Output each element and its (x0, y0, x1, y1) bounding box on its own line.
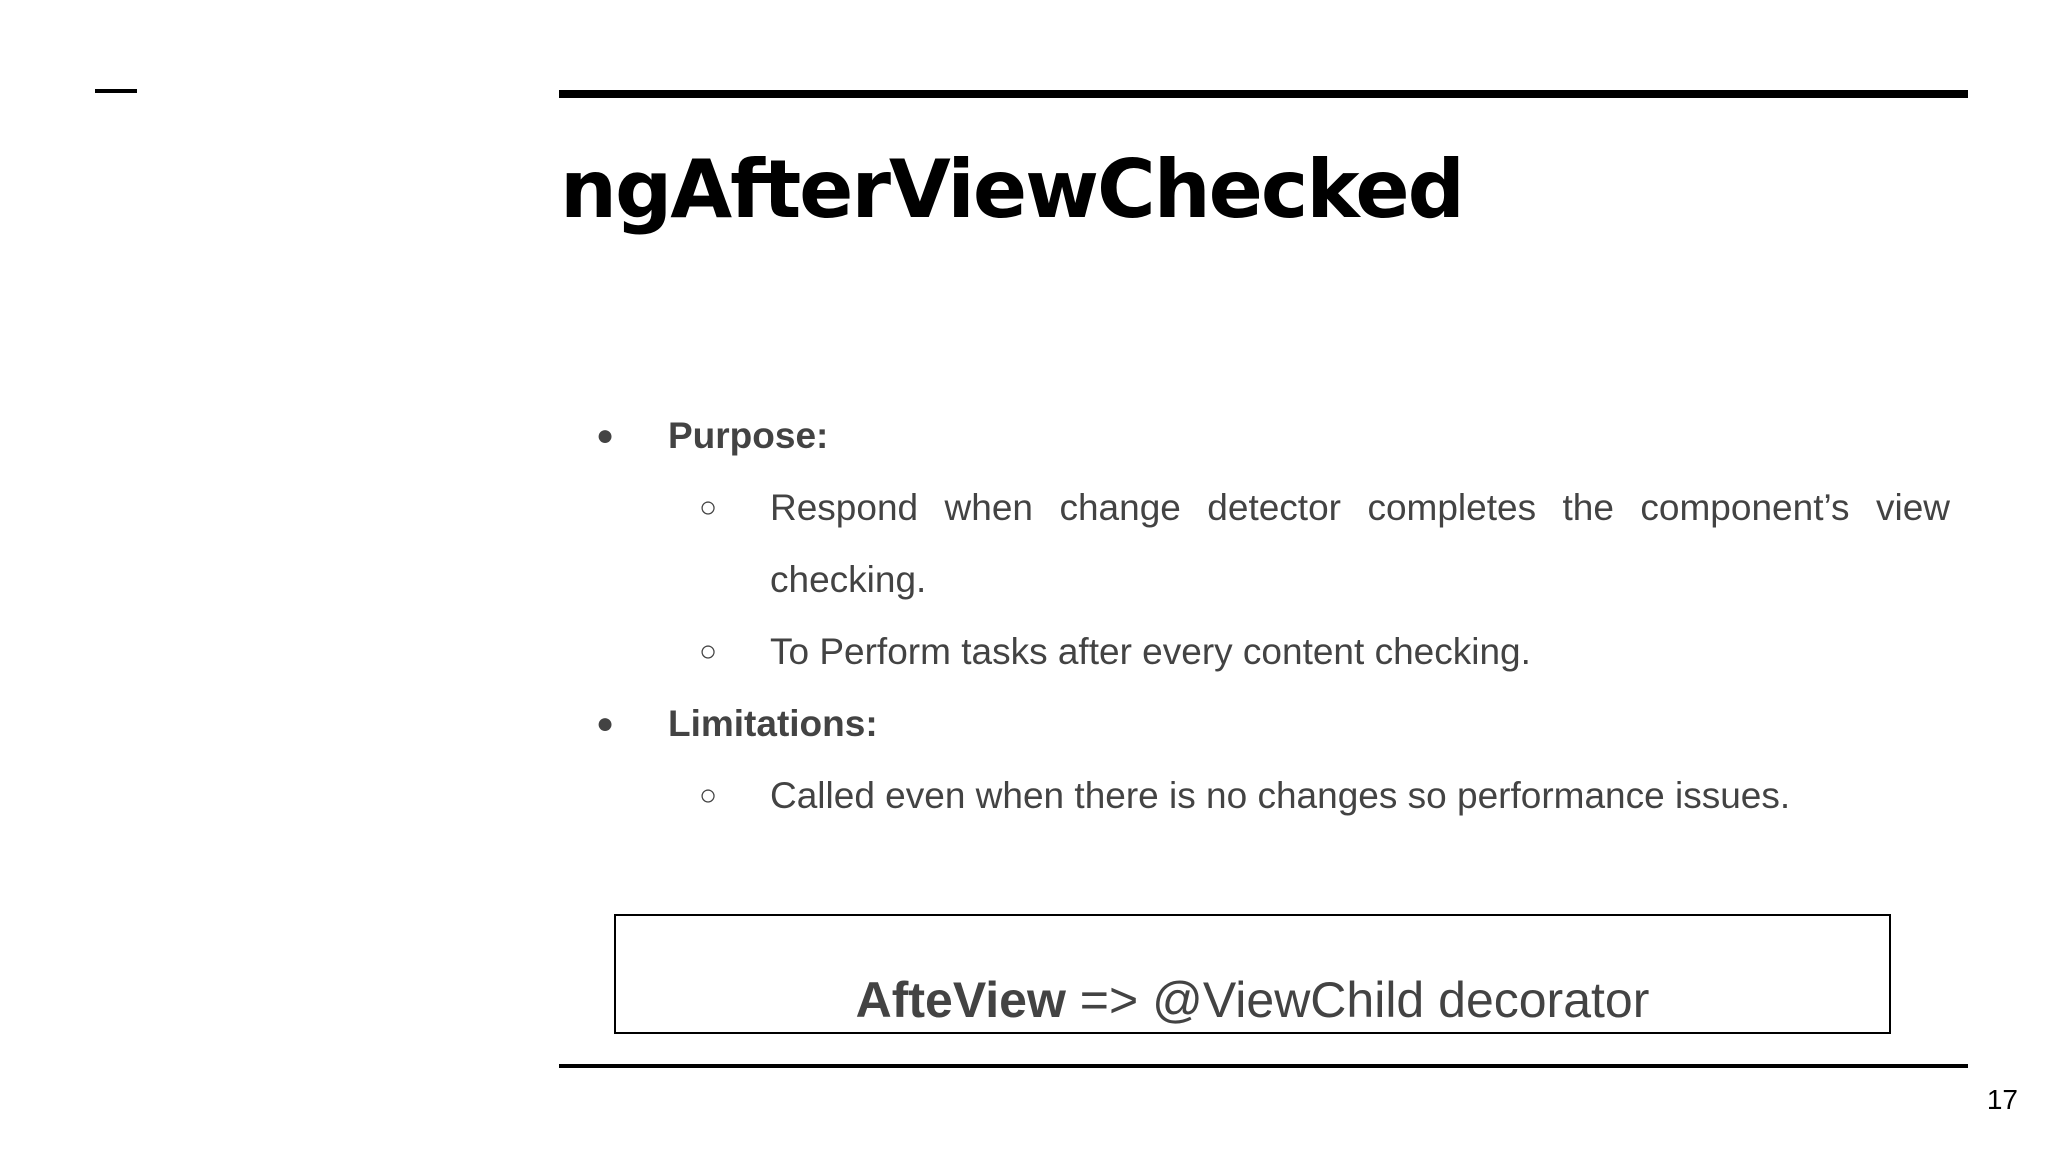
sub-bullet-respond-continued (580, 544, 1950, 616)
bullet-marker: ● (595, 707, 615, 740)
callout-box (614, 914, 1891, 1034)
sub-bullet-perform (580, 616, 1950, 688)
bottom-rule (559, 1064, 1968, 1068)
sub-bullet-called (580, 760, 1950, 832)
sub-bullet-marker: ○ (698, 779, 718, 812)
callout-text (616, 971, 1889, 1029)
bullet-list (580, 400, 1950, 832)
sub-bullet-text: Called even when there is no changes so performance issues. (770, 775, 1791, 816)
sub-bullet-respond (580, 472, 1950, 544)
sub-bullet-text-line1: Respond when change detector completes the component’s view (770, 487, 1950, 528)
corner-dash (95, 89, 137, 93)
callout-rest-text: => @ViewChild decorator (1065, 972, 1650, 1028)
sub-bullet-marker: ○ (698, 635, 718, 668)
sub-bullet-text-line2: checking. (770, 559, 927, 600)
top-rule (559, 90, 1968, 98)
callout-bold-text: AfteView (855, 972, 1066, 1028)
slide-title: ngAfterViewChecked (560, 143, 1463, 236)
sub-bullet-marker: ○ (698, 491, 718, 524)
bullet-limitations (580, 688, 1950, 760)
bullet-label-purpose: Purpose: (668, 415, 829, 456)
sub-bullet-text: To Perform tasks after every content checking. (770, 631, 1531, 672)
page-number: 17 (1986, 1084, 2018, 1115)
bullet-label-limitations: Limitations: (668, 703, 878, 744)
bullet-purpose (580, 400, 1950, 472)
bullet-marker: ● (595, 419, 615, 452)
